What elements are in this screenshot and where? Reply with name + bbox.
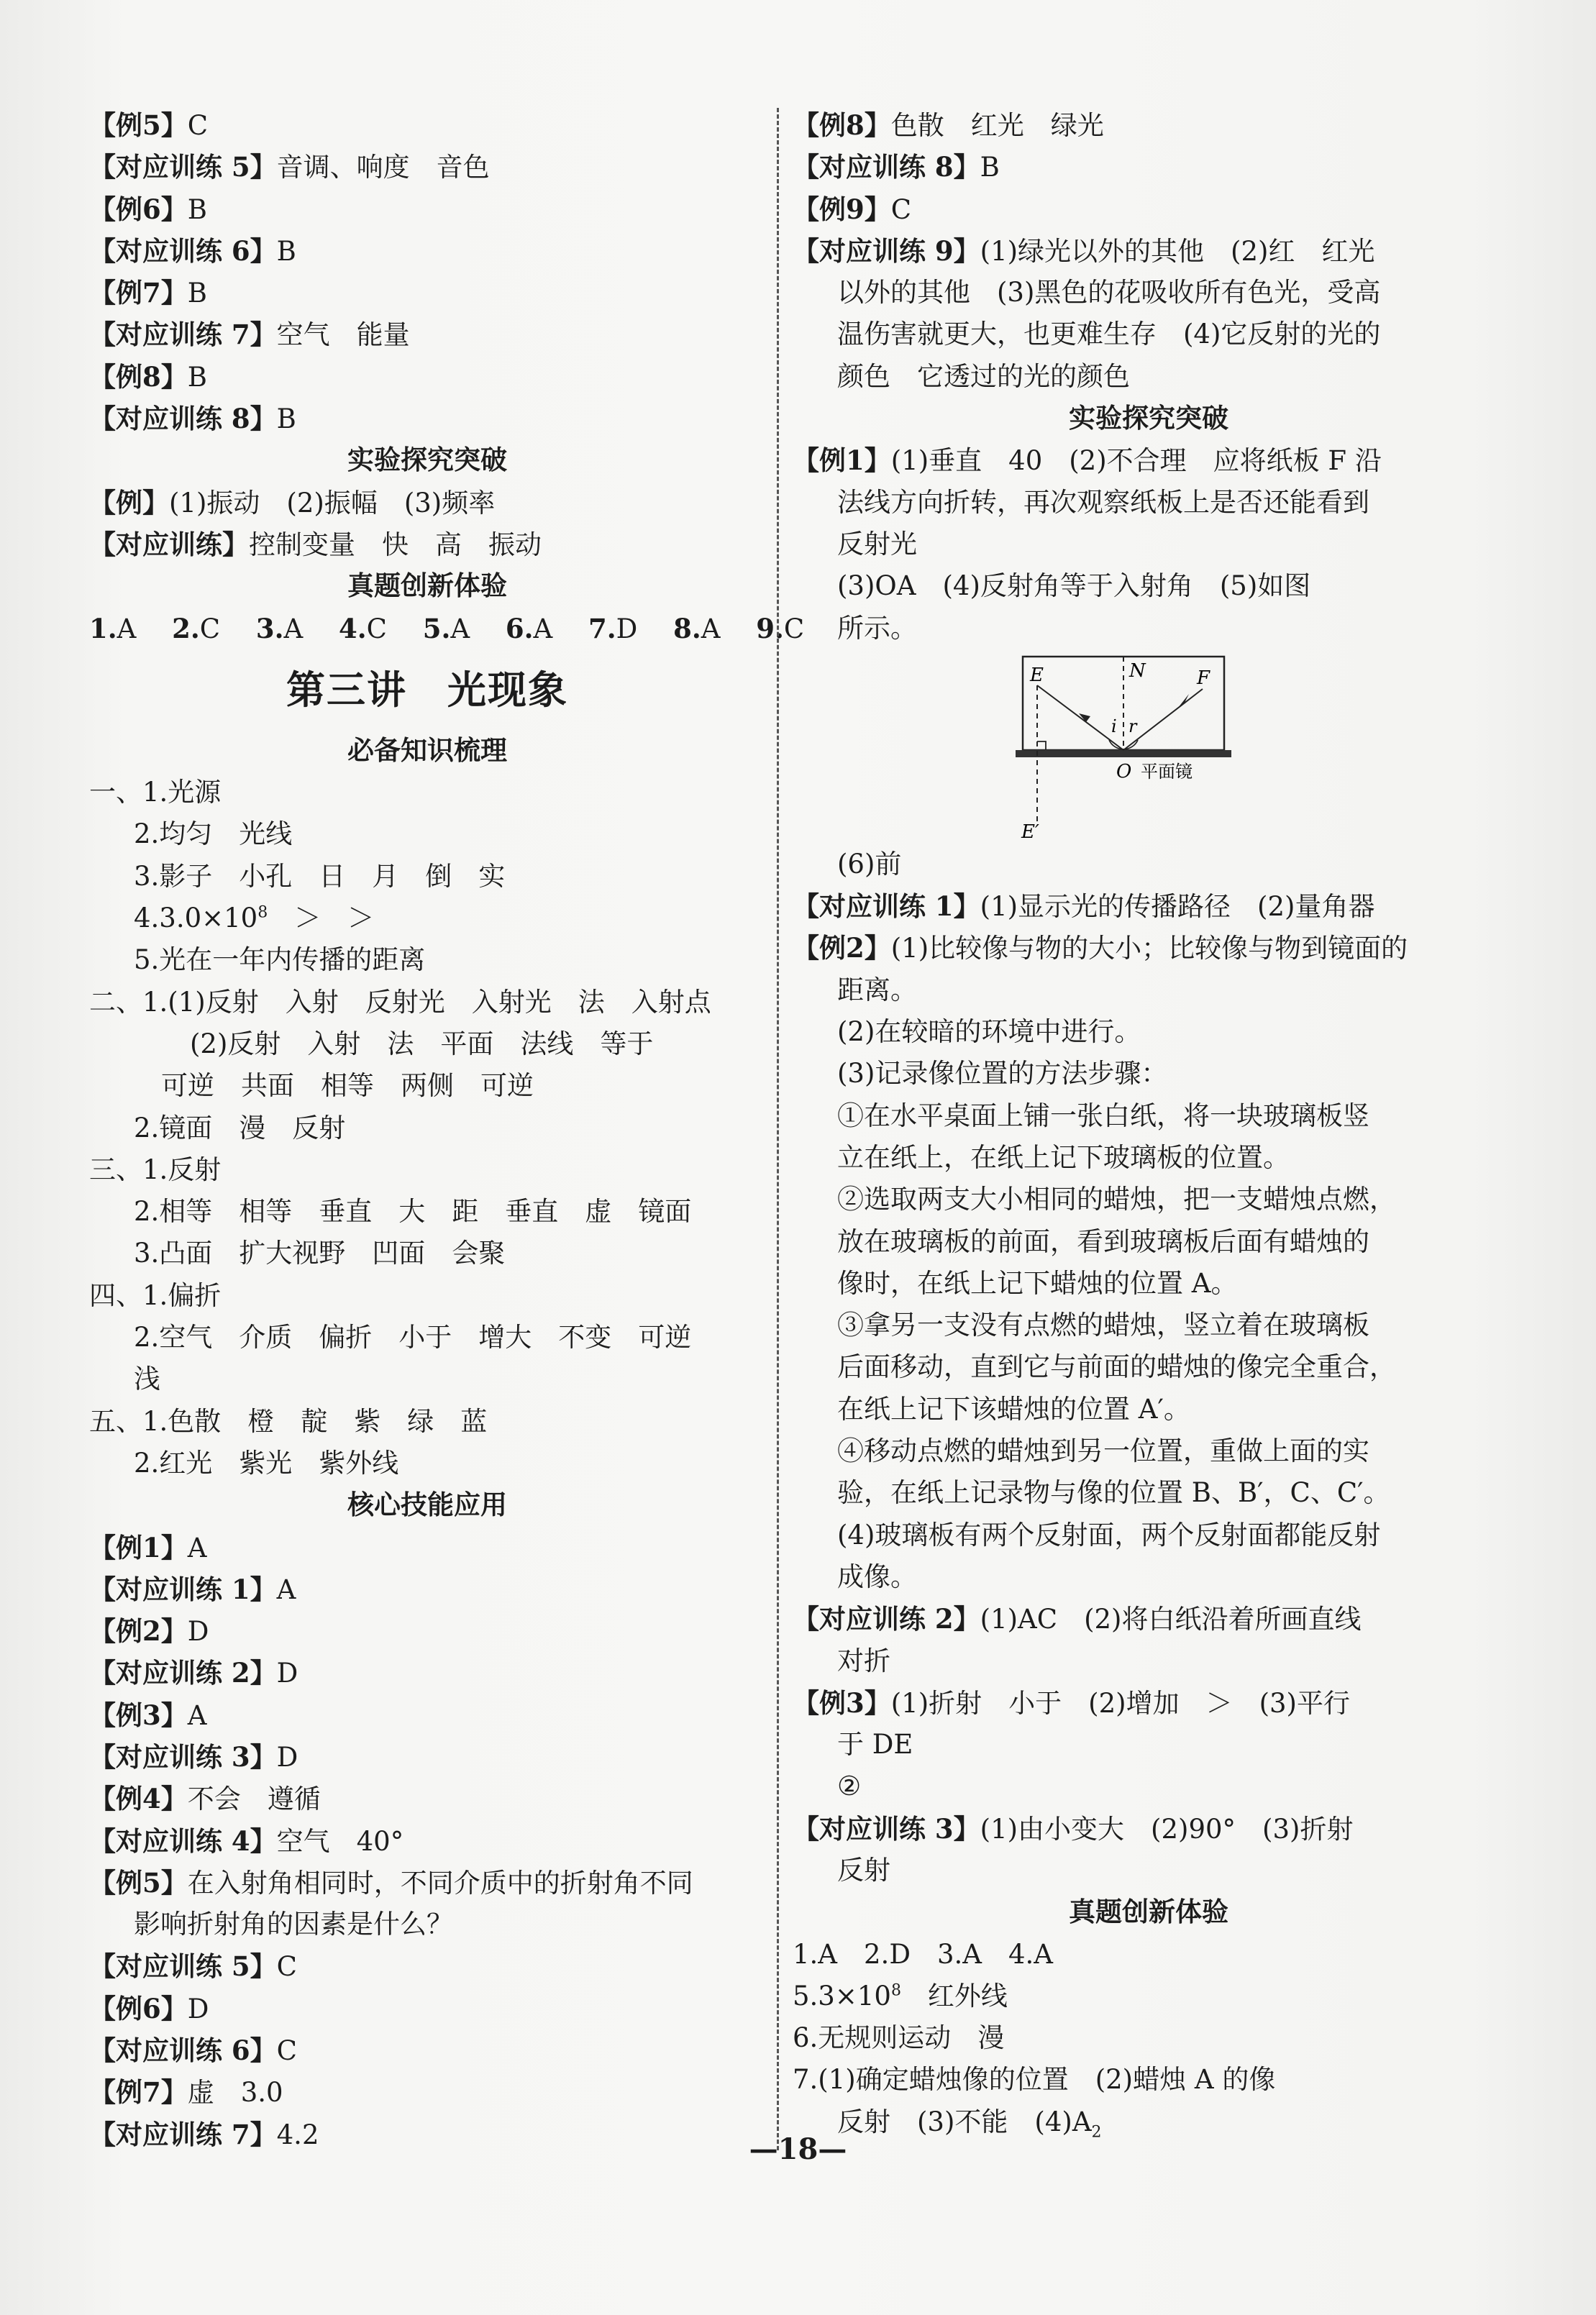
knowledge-line: 五、1.色散 橙 靛 紫 绿 蓝 <box>89 1405 488 1437</box>
answer-line: ② <box>837 1771 862 1802</box>
incident-ray <box>1037 685 1123 750</box>
page-number: —18— <box>749 2132 847 2166</box>
section-heading: 核心技能应用 <box>347 1489 507 1521</box>
answer-line: 【对应训练 3】(1)由小变大 (2)90° (3)折射 <box>793 1812 1354 1845</box>
knowledge-line: (2)反射 入射 法 平面 法线 等于 <box>190 1028 654 1059</box>
left-column <box>89 104 805 2155</box>
answer-line: 【例】(1)振动 (2)振幅 (3)频率 <box>89 486 496 519</box>
answer-line: 【对应训练 8】B <box>89 403 296 435</box>
answer-line: 【例5】在入射角相同时，不同介质中的折射角不同 <box>89 1866 693 1899</box>
label-O: O <box>1116 760 1132 782</box>
answer-line: 影响折射角的因素是什么？ <box>134 1909 453 1940</box>
knowledge-line: 浅 <box>134 1364 160 1395</box>
column-divider <box>777 108 779 2150</box>
answer-line: 【对应训练 4】空气 40° <box>89 1825 404 1857</box>
answer-line: 【对应训练】控制变量 快 高 振动 <box>89 528 542 560</box>
section-heading: 真题创新体验 <box>1069 1896 1228 1928</box>
label-N: N <box>1129 659 1146 682</box>
section-heading: 真题创新体验 <box>347 570 507 602</box>
answer-line: 【对应训练 9】(1)绿光以外的其他 (2)红 红光 <box>793 234 1375 267</box>
answer-line: (3)记录像位置的方法步骤： <box>837 1058 1168 1090</box>
label-i: i <box>1111 716 1117 736</box>
answer-line: 【对应训练 2】D <box>89 1657 298 1689</box>
answer-line: 在纸上记下该蜡烛的位置 A′。 <box>837 1393 1190 1425</box>
knowledge-line: 3.影子 小孔 日 月 倒 实 <box>134 860 506 892</box>
chapter-title: 第三讲 光现象 <box>286 666 568 713</box>
answer-line: 【例7】B <box>89 277 207 309</box>
answer-line: 以外的其他 (3)黑色的花吸收所有色光，受高 <box>837 277 1381 309</box>
answer-line: 【对应训练 1】A <box>89 1573 296 1605</box>
reflection-diagram-svg <box>1008 649 1239 844</box>
answer-line: 【对应训练 7】4.2 <box>89 2118 319 2150</box>
answer-line: 法线方向折转，再次观察纸板上是否还能看到 <box>837 486 1369 518</box>
knowledge-line: 三、1.反射 <box>89 1154 222 1185</box>
answer-line: 【例9】C <box>793 193 912 225</box>
label-plane-mirror: 平面镜 <box>1141 761 1193 782</box>
answer-line: 【例5】C <box>89 109 209 141</box>
answer-line: 温伤害就更大，也更难生存 (4)它反射的光的 <box>837 319 1381 350</box>
answer-line: 所示。 <box>837 612 917 644</box>
answer-line: 【对应训练 1】(1)显示光的传播路径 (2)量角器 <box>793 890 1375 923</box>
answer-line: 【例6】B <box>89 193 207 225</box>
answer-line: 反射 (3)不能 $(4)A_2$ <box>837 2106 1102 2142</box>
answer-line: 【例3】(1)折射 小于 (2)增加 ＞ (3)平行 <box>793 1686 1350 1719</box>
answer-line: ④移动点燃的蜡烛到另一位置，重做上面的实 <box>837 1435 1369 1467</box>
answer-line: 成像。 <box>837 1561 917 1592</box>
answer-line: 于 DE <box>837 1729 913 1761</box>
answer-line: 距离。 <box>837 974 917 1005</box>
section-heading: 实验探究突破 <box>1069 403 1228 434</box>
answer-line: 【例7】虚 3.0 <box>89 2076 283 2109</box>
reflection-diagram <box>793 649 1505 844</box>
answer-line: 【对应训练 5】C <box>89 1950 297 1983</box>
answer-line: 【对应训练 7】空气 能量 <box>89 319 410 351</box>
answer-line: 【例8】B <box>89 360 207 393</box>
knowledge-line: 可逆 共面 相等 两侧 可逆 <box>161 1070 534 1102</box>
answer-line: 【对应训练 6】B <box>89 234 296 267</box>
answer-line: 【对应训练 2】(1)AC (2)将白纸沿着所画直线 <box>793 1603 1362 1635</box>
knowledge-line: 2.均匀 光线 <box>134 818 293 850</box>
right-column <box>793 104 1505 2143</box>
answer-line: 立在纸上，在纸上记下玻璃板的位置。 <box>837 1141 1290 1173</box>
knowledge-line: 2.镜面 漫 反射 <box>134 1112 346 1143</box>
knowledge-line: 二、1.(1)反射 入射 反射光 入射光 法 入射点 <box>89 986 711 1018</box>
answer-line: 【对应训练 5】音调、响度 音色 <box>89 151 490 183</box>
answer-line: 【例3】A <box>89 1699 207 1731</box>
knowledge-line: 2.红光 紫光 紫外线 <box>134 1447 399 1479</box>
answer-line: ①在水平桌面上铺一张白纸，将一块玻璃板竖 <box>837 1100 1369 1131</box>
answer-line: ③拿另一支没有点燃的蜡烛，竖立着在玻璃板 <box>837 1310 1369 1341</box>
section-heading: 实验探究突破 <box>347 444 507 476</box>
answer-line: 颜色 它透过的光的颜色 <box>837 360 1130 392</box>
answer-line: (3)OA (4)反射角等于入射角 (5)如图 <box>837 570 1311 602</box>
knowledge-line: 四、1.偏折 <box>89 1279 222 1311</box>
answer-line: 7.(1)确定蜡烛像的位置 (2)蜡烛 A 的像 <box>793 2064 1276 2096</box>
answer-line: 【例1】A <box>89 1531 207 1563</box>
plane-mirror <box>1016 750 1231 757</box>
answer-line: $5.3\times 10^8$ 红外线 <box>793 1980 1008 2012</box>
knowledge-line: 5.光在一年内传播的距离 <box>134 944 426 976</box>
answer-line: 【例4】不会 遵循 <box>89 1783 321 1815</box>
answer-line: 反射光 <box>837 528 917 560</box>
knowledge-line: 2.空气 介质 偏折 小于 增大 不变 可逆 <box>134 1322 692 1353</box>
answer-line: 6.无规则运动 漫 <box>793 2022 1005 2054</box>
answer-line: (6)前 <box>837 848 902 880</box>
answer-line: 对折 <box>837 1645 890 1676</box>
answer-line: 【例6】D <box>89 1992 209 2024</box>
multiple-choice-answers: 1.A 2.C 3.A 4.C 5.A 6.A 7.D 8.A 9.C <box>89 612 805 644</box>
answer-line: 反射 <box>837 1854 890 1886</box>
answer-line: 放在玻璃板的前面，看到玻璃板后面有蜡烛的 <box>837 1225 1369 1257</box>
answer-line: 【例8】色散 红光 绿光 <box>793 109 1104 141</box>
answer-line: 【对应训练 3】D <box>89 1740 298 1773</box>
label-E-image: E′ <box>1021 821 1039 843</box>
answer-line: 像时，在纸上记下蜡烛的位置 A。 <box>837 1267 1238 1299</box>
answer-line: (2)在较暗的环境中进行。 <box>837 1016 1141 1048</box>
label-r: r <box>1128 716 1137 736</box>
label-E: E <box>1030 664 1044 686</box>
answer-line: 【例2】D <box>89 1615 209 1648</box>
answer-line: 【对应训练 8】B <box>793 151 1000 183</box>
knowledge-line: 2.相等 相等 垂直 大 距 垂直 虚 镜面 <box>134 1196 692 1228</box>
answer-line: 验，在纸上记录物与像的位置 B、B′，C、C′。 <box>837 1477 1390 1509</box>
answer-line: 【例1】(1)垂直 40 (2)不合理 应将纸板 F 沿 <box>793 444 1382 477</box>
knowledge-line: 3.凸面 扩大视野 凹面 会聚 <box>134 1238 506 1269</box>
right-angle-mark <box>1037 741 1046 750</box>
answer-line: (4)玻璃板有两个反射面，两个反射面都能反射 <box>837 1519 1381 1551</box>
knowledge-line: $4.3.0\times 10^8$ ＞ ＞ <box>134 903 375 934</box>
answer-line: 【例2】(1)比较像与物的大小；比较像与物到镜面的 <box>793 932 1408 964</box>
answer-line: 1.A 2.D 3.A 4.A <box>793 1938 1054 1970</box>
answer-line: ②选取两支大小相同的蜡烛，把一支蜡烛点燃， <box>837 1184 1396 1215</box>
answer-line: 【对应训练 6】C <box>89 2035 297 2067</box>
label-F: F <box>1197 667 1210 689</box>
answer-line: 后面移动，直到它与前面的蜡烛的像完全重合， <box>837 1351 1396 1383</box>
knowledge-line: 一、1.光源 <box>89 777 222 808</box>
section-heading: 必备知识梳理 <box>347 734 507 766</box>
